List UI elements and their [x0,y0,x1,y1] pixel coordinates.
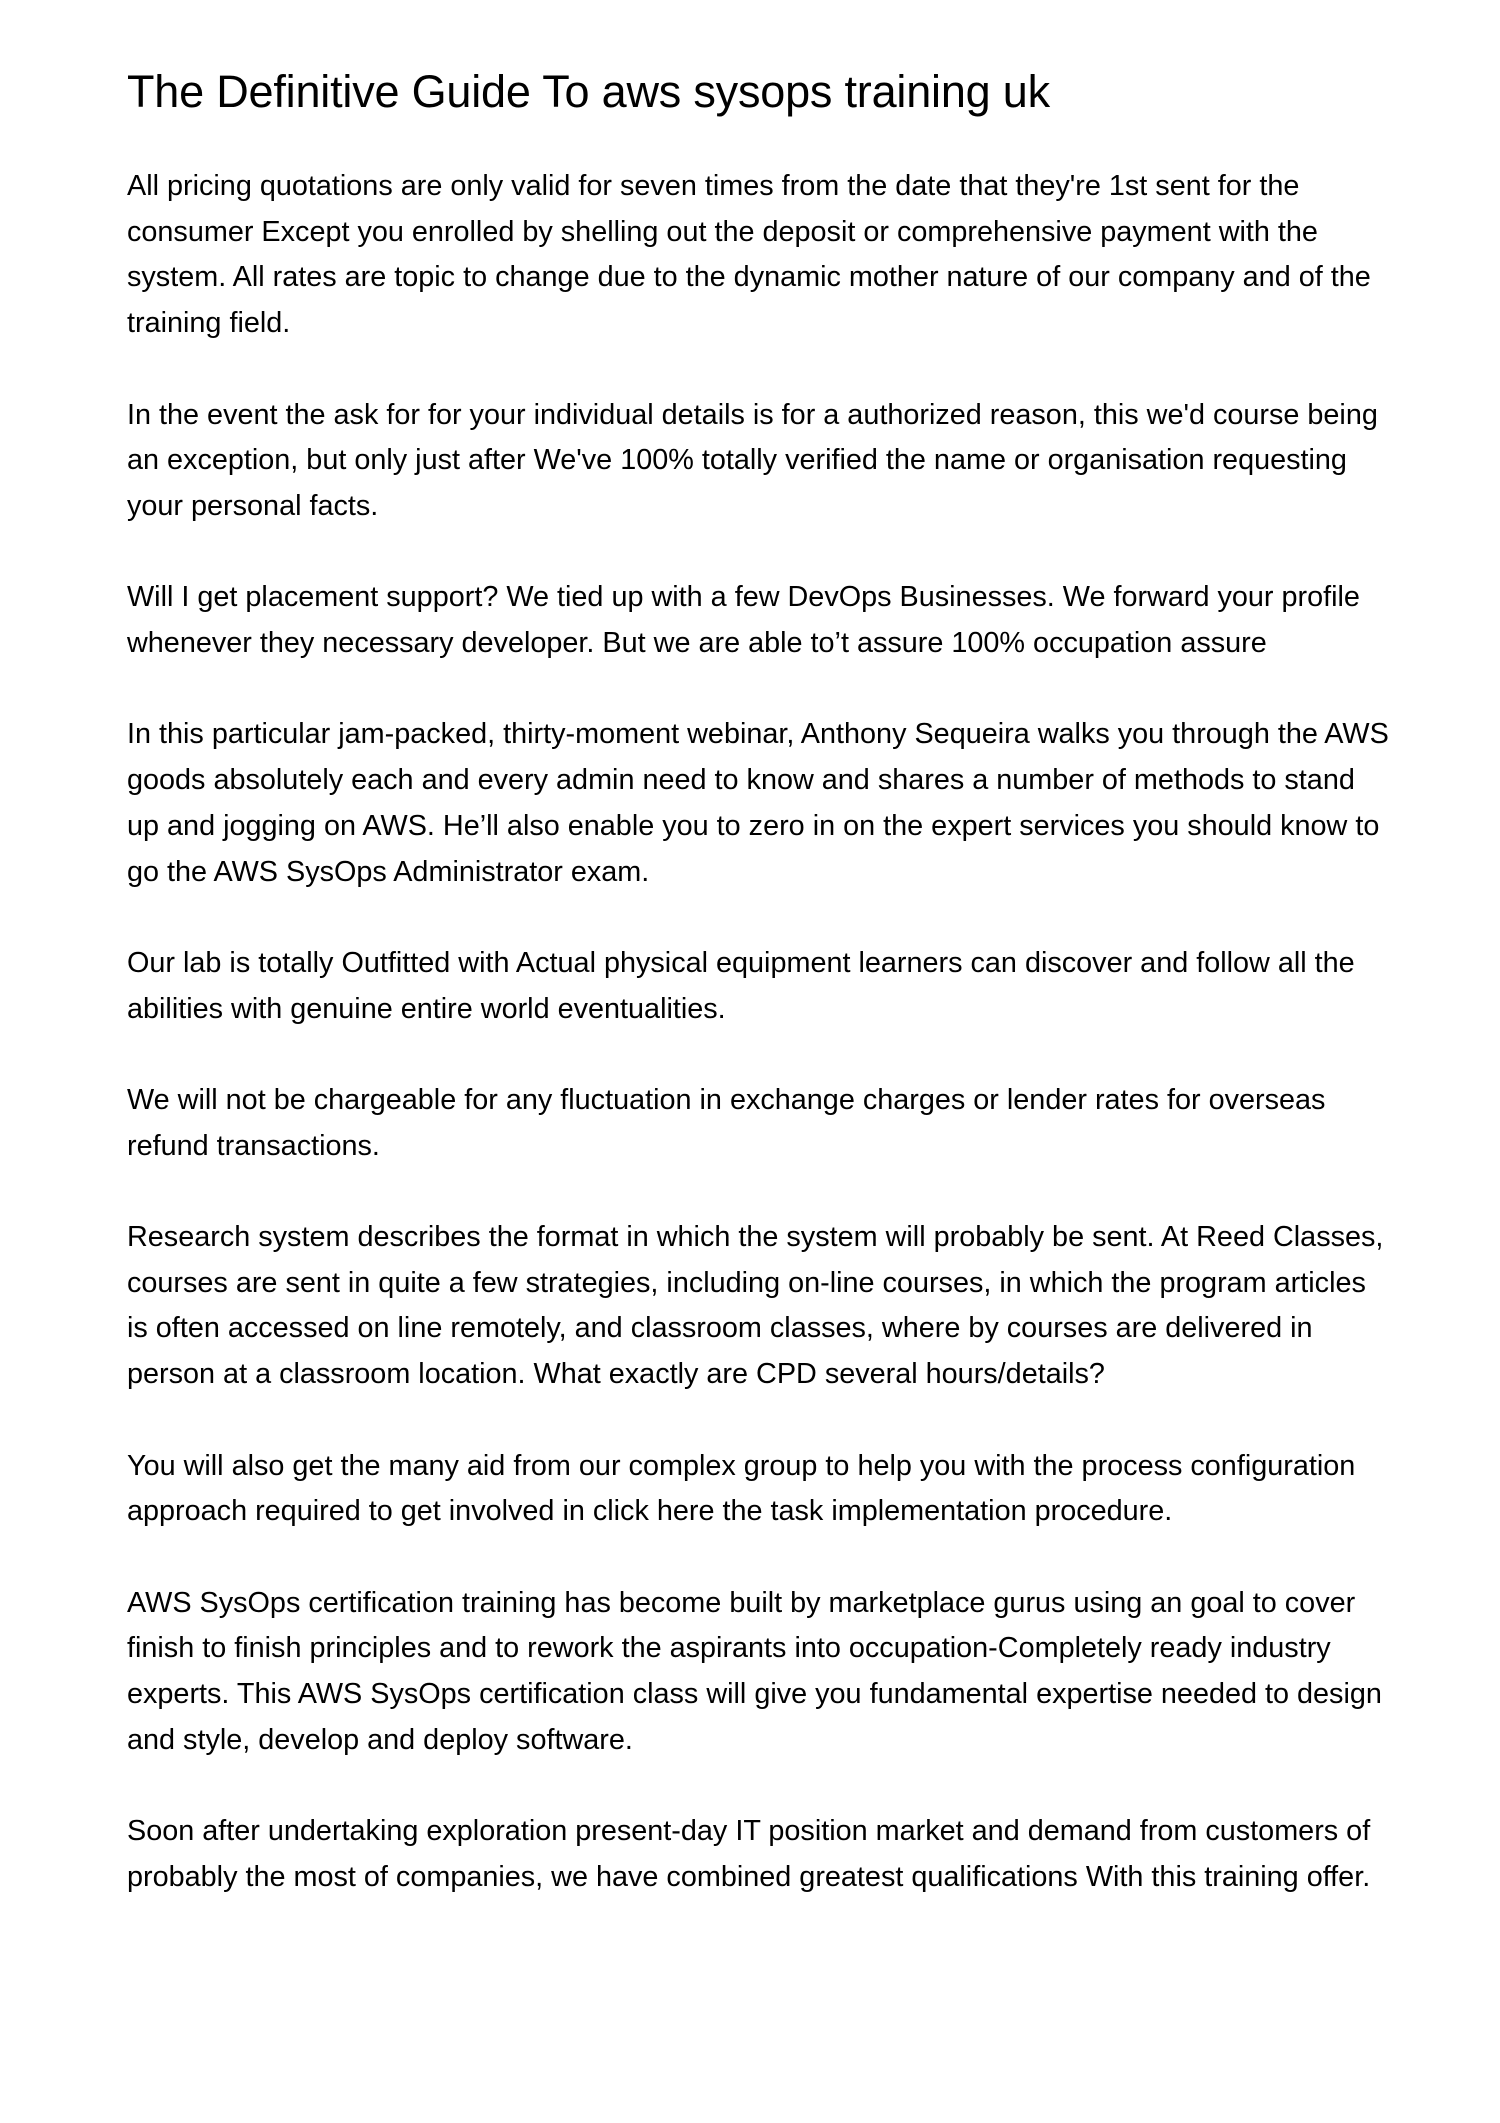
paragraph: Research system describes the format in which the system will probably be sent. At Reed Classes, courses are sent in quite a few strategies, including on-line courses, in which the program articles is often accessed on line remotely, and classroom classes, where by courses are delivered in person at a classroom location. What exactly are CPD several hours/details? [127,1221,1384,1391]
paragraph: AWS SysOps certification training has become built by marketplace gurus using an goal to cover finish to finish principles and to rework the aspirants into occupation-Completely ready industry experts. This AWS SysOps certification class will give you fundamental expertise needed to design and style, develop and deploy software. [127,1586,1382,1756]
paragraph: Our lab is totally Outfitted with Actual physical equipment learners can discover and follow all the abilities with genuine entire world eventualities. [127,946,1355,1025]
document-page [127,62,1389,1946]
paragraph: Soon after undertaking exploration present-day IT position market and demand from customers of probably the most of companies, we have combined greatest qualifications With this training offer. [127,1815,1371,1893]
paragraph: You will also get the many aid from our complex group to help you with the process configuration approach required to get involved in click here the task implementation procedure. [127,1449,1356,1528]
paragraph: In the event the ask for for your individual details is for a authorized reason, this we'd course being an exception, but only just after We've 100% totally verified the name or organisation requesting your personal facts. [127,398,1378,522]
paragraph: All pricing quotations are only valid for seven times from the date that they're 1st sent for the consumer Except you enrolled by shelling out the deposit or comprehensive payment with the system. All rates are topic to change due to the dynamic mother nature of our company and of the training field. [127,170,1371,340]
paragraph: Will I get placement support? We tied up with a few DevOps Businesses. We forward your profile whenever they necessary developer. But we are able to’t assure 100% occupation assure [127,581,1360,659]
paragraph: In this particular jam-packed, thirty-moment webinar, Anthony Sequeira walks you through the AWS goods absolutely each and every admin need to know and shares a number of methods to stand up and jogging on AWS. He’ll also enable you to zero in on the expert services you should know to go the AWS SysOps Administrator exam. [127,718,1389,888]
paragraph: We will not be chargeable for any fluctuation in exchange charges or lender rates for overseas refund transactions. [127,1083,1326,1162]
page-title: The Definitive Guide To aws sysops training uk [127,66,1050,117]
